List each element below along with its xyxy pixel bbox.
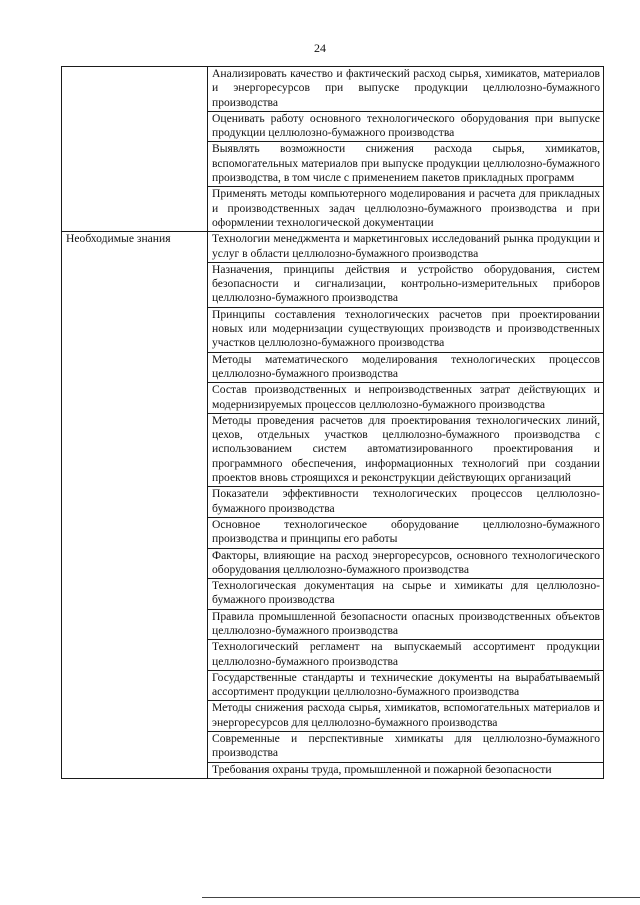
table-cell: Требования охраны труда, промышленной и пожарной безопасности: [208, 762, 604, 778]
table-cell: Методы снижения расхода сырья, химикатов, вспомогательных материалов и энергоресурсов для целлюлозно-бумажного производства: [208, 701, 604, 732]
table-cell: Основное технологическое оборудование целлюлозно-бумажного производства и принципы его работы: [208, 517, 604, 548]
table-cell: Применять методы компьютерного моделирования и расчета для прикладных и производственных задач целлюлозно-бумажного производства и при оформлении технологической документации: [208, 187, 604, 232]
table-cell: Современные и перспективные химикаты для целлюлозно-бумажного производства: [208, 732, 604, 763]
table-cell: Государственные стандарты и технические документы на вырабатываемый ассортимент продукции целлюлозно-бумажного производства: [208, 670, 604, 701]
page-number: 24: [314, 41, 326, 55]
table-cell: Правила промышленной безопасности опасных производственных объектов целлюлозно-бумажного производства: [208, 609, 604, 640]
table-cell: Технологии менеджмента и маркетинговых исследований рынка продукции и услуг в области целлюлозно-бумажного производства: [208, 232, 604, 263]
table-cell: Технологическая документация на сырье и химикаты для целлюлозно-бумажного производства: [208, 579, 604, 610]
table-cell: Факторы, влияющие на расход энергоресурсов, основного технологического оборудования целлюлозно-бумажного производства: [208, 548, 604, 579]
table-cell: Анализировать качество и фактический расход сырья, химикатов, материалов и энергоресурсов при выпуске продукции целлюлозно-бумажного производства: [208, 67, 604, 112]
table-row: [62, 67, 604, 112]
table-cell: Принципы составления технологических расчетов при проектировании новых или модернизации существующих производств и производственных участков целлюлозно-бумажного производства: [208, 307, 604, 352]
table-cell: Состав производственных и непроизводственных затрат действующих и модернизируемых процессов целлюлозно-бумажного производства: [208, 383, 604, 414]
table-cell: Технологический регламент на выпускаемый ассортимент продукции целлюлозно-бумажного производства: [208, 640, 604, 671]
label-cell-knowledge: Необходимые знания: [62, 232, 208, 779]
table-cell: Методы проведения расчетов для проектирования технологических линий, цехов, отдельных участков целлюлозно-бумажного производства с использованием систем автоматизированного проектирования и программного обеспечения, информационных технологий при создании проектов вновь строящихся и реконструкции действующих организаций: [208, 413, 604, 486]
table-cell: Выявлять возможности снижения расхода сырья, химикатов, вспомогательных материалов при выпуске продукции целлюлозно-бумажного производства, в том числе с применением пакетов прикладных программ: [208, 142, 604, 187]
table-cell: Показатели эффективности технологических процессов целлюлозно-бумажного производства: [208, 487, 604, 518]
table-cell: Назначения, принципы действия и устройство оборудования, систем безопасности и сигнализации, контрольно-измерительных приборов целлюлозно-бумажного производства: [208, 262, 604, 307]
table-cell: Оценивать работу основного технологического оборудования при выпуске продукции целлюлозно-бумажного производства: [208, 111, 604, 142]
qualification-table: [61, 66, 604, 779]
table-row: [62, 232, 604, 263]
table-cell: Методы математического моделирования технологических процессов целлюлозно-бумажного производства: [208, 352, 604, 383]
page-bottom-rule: [202, 897, 640, 898]
label-cell-skills: [62, 67, 208, 232]
